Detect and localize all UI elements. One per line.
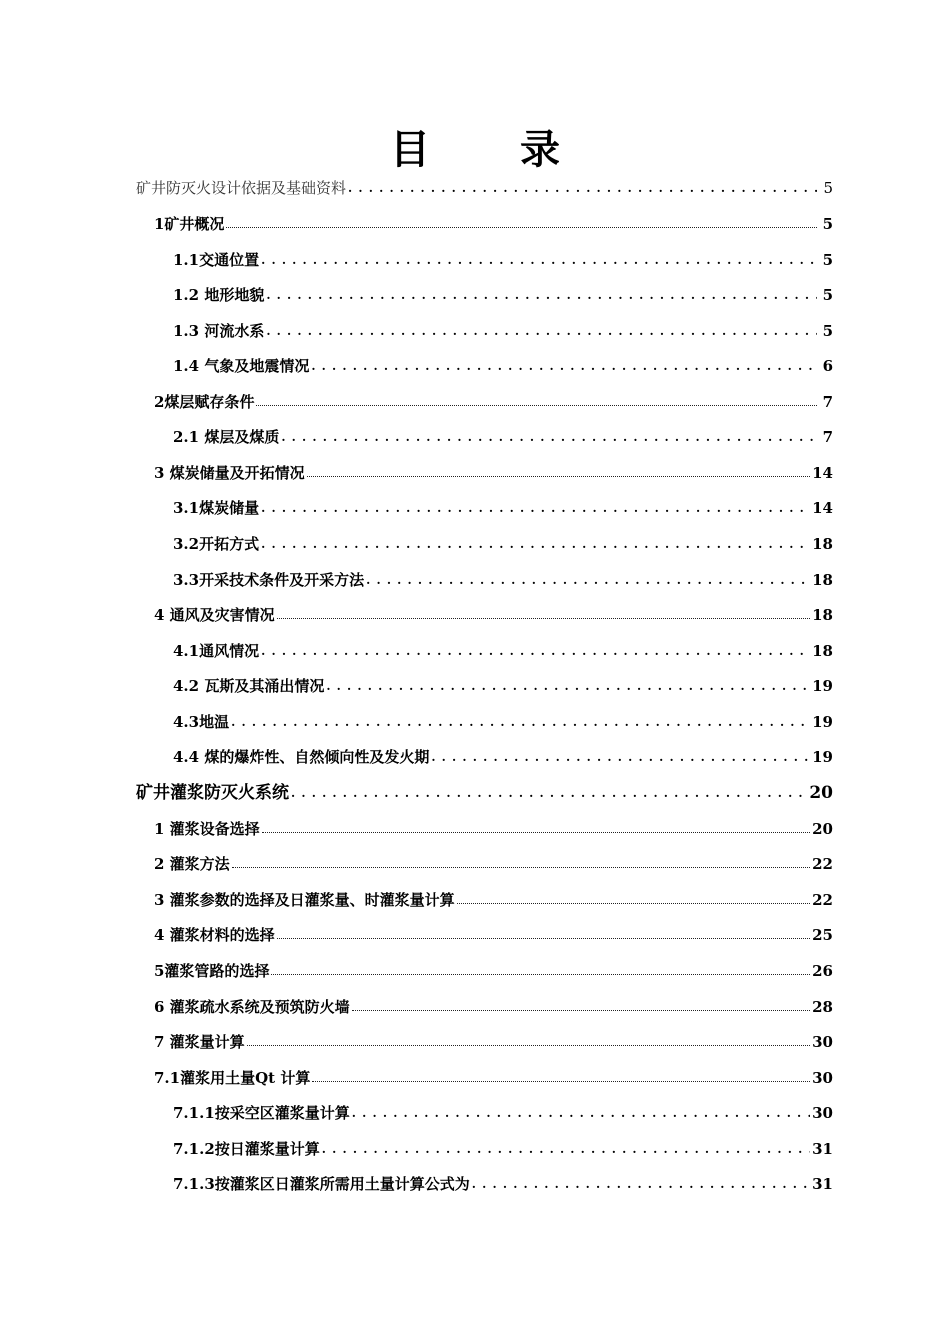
toc-entry-page: 20 [809,783,833,803]
toc-entry-label: 3.2开拓方式 [173,535,260,553]
toc-entry-label: 1.4 气象及地震情况 [173,357,310,375]
toc-entry-label: 2.1 煤层及煤质 [173,428,280,446]
toc-entry-label: 4 灌浆材料的选择 [154,926,275,944]
toc-entry[interactable] [154,1062,833,1088]
toc-entry-page: 18 [812,606,833,624]
toc-leader [277,618,810,619]
toc-entry-label: 4.4 煤的爆炸性、自然倾向性及发火期 [173,748,430,766]
toc-entry-label: 3 煤炭储量及开拓情况 [154,464,305,482]
toc-leader [261,642,810,658]
toc-entry-page: 26 [812,962,833,980]
toc-leader [281,428,817,444]
toc-entry-page: 7 [822,393,833,411]
toc-entry-page: 20 [812,820,833,838]
toc-leader [271,974,810,975]
toc-entry-page: 28 [812,998,833,1016]
toc-entry[interactable] [173,741,833,767]
toc-entry-label: 4.3地温 [173,713,230,731]
toc-entry-page: 5 [822,286,833,304]
toc-leader [247,1045,810,1046]
toc-entry[interactable] [173,528,833,554]
toc-entry-page: 18 [812,571,833,589]
toc-entry-page: 18 [812,535,833,553]
toc-leader [291,784,807,800]
toc-entry[interactable] [136,777,833,803]
toc-entry-label: 2煤层赋存条件 [154,393,255,411]
toc-leader [472,1175,810,1191]
toc-entry-label: 1.3 河流水系 [173,322,265,340]
toc-entry[interactable] [173,244,833,270]
toc-entry-label: 6 灌浆疏水系统及预筑防火墙 [154,998,350,1016]
toc-entry-page: 31 [812,1140,833,1158]
toc-entry-label: 7.1灌浆用土量Qt 计算 [154,1069,311,1087]
toc-entry[interactable] [173,350,833,376]
toc-entry-label: 矿井灌浆防灭火系统 [136,783,289,803]
toc-leader [256,405,817,406]
toc-entry-label: 1 灌浆设备选择 [154,820,260,838]
page-title: 目 录 [390,127,598,173]
toc-entry-label: 3.3开采技术条件及开采方法 [173,571,365,589]
toc-leader [277,938,810,939]
toc-leader [262,832,810,833]
toc-leader [261,251,817,267]
toc-entry[interactable] [154,1026,833,1052]
toc-entry-page: 19 [812,677,833,695]
toc-leader [352,1104,810,1120]
toc-entry-label: 7.1.3按灌浆区日灌浆所需用土量计算公式为 [173,1175,470,1193]
toc-leader [326,677,810,693]
toc-leader [348,179,817,195]
toc-leader [307,476,810,477]
toc-entry[interactable] [154,884,833,910]
toc-leader [231,713,810,729]
toc-entry[interactable] [173,1097,833,1123]
toc-entry-label: 3.1煤炭储量 [173,499,260,517]
toc-entry[interactable] [154,386,833,412]
toc-entry[interactable] [154,955,833,981]
toc-entry-page: 19 [812,713,833,731]
toc-entry-page: 30 [812,1104,833,1122]
toc-leader [226,227,817,228]
toc-entry-page: 22 [812,891,833,909]
toc-entry-page: 6 [822,357,833,375]
toc-entry[interactable] [154,599,833,625]
toc-entry-page: 22 [812,855,833,873]
toc-entry-page: 18 [812,642,833,660]
toc-entry[interactable] [173,1168,833,1194]
toc-entry-page: 5 [822,251,833,269]
toc-entry-label: 2 灌浆方法 [154,855,230,873]
toc-entry-page: 5 [822,215,833,233]
toc-entry-page: 7 [822,428,833,446]
toc-entry-page: 5 [823,179,833,197]
toc-leader [457,903,810,904]
toc-entry[interactable] [136,172,833,198]
toc-entry-label: 4.1通风情况 [173,642,260,660]
toc-entry-label: 7.1.1按采空区灌浆量计算 [173,1104,350,1122]
toc-entry[interactable] [173,1133,833,1159]
toc-entry-label: 3 灌浆参数的选择及日灌浆量、时灌浆量计算 [154,891,455,909]
toc-leader [312,1081,810,1082]
toc-entry-label: 4 通风及灾害情况 [154,606,275,624]
toc-entry[interactable] [173,279,833,305]
toc-leader [311,357,817,373]
toc-entry-page: 30 [812,1069,833,1087]
toc-entry-label: 1.1交通位置 [173,251,260,269]
toc-entry[interactable] [173,421,833,447]
toc-entry-label: 1矿井概况 [154,215,225,233]
toc-entry-page: 14 [812,499,833,517]
toc-leader [266,322,817,338]
toc-entry-page: 14 [812,464,833,482]
toc-entry-page: 25 [812,926,833,944]
toc-entry-page: 30 [812,1033,833,1051]
toc-entry-label: 矿井防灭火设计依据及基础资料 [136,179,347,197]
toc-entry[interactable] [173,492,833,518]
toc-entry[interactable] [173,315,833,341]
toc-entry[interactable] [173,635,833,661]
toc-entry[interactable] [154,848,833,874]
toc-entry[interactable] [154,991,833,1017]
toc-entry[interactable] [154,208,833,234]
toc-entry-label: 5灌浆管路的选择 [154,962,270,980]
toc-entry[interactable] [154,919,833,945]
toc-leader [366,571,810,587]
toc-entry-label: 7 灌浆量计算 [154,1033,245,1051]
toc-entry[interactable] [173,564,833,590]
toc-leader [352,1010,810,1011]
toc-entry-page: 31 [812,1175,833,1193]
toc-leader [261,499,810,515]
toc-entry[interactable] [173,670,833,696]
toc-entry-label: 7.1.2按日灌浆量计算 [173,1140,320,1158]
toc-leader [232,867,810,868]
toc-leader [261,535,810,551]
toc-entry[interactable] [173,706,833,732]
toc-leader [322,1140,810,1156]
toc-leader [431,748,810,764]
toc-entry-label: 4.2 瓦斯及其涌出情况 [173,677,325,695]
toc-entry-label: 1.2 地形地貌 [173,286,265,304]
toc-entry-page: 5 [822,322,833,340]
toc-entry-page: 19 [812,748,833,766]
toc-entry[interactable] [154,813,833,839]
toc-entry[interactable] [154,457,833,483]
toc-leader [266,286,817,302]
